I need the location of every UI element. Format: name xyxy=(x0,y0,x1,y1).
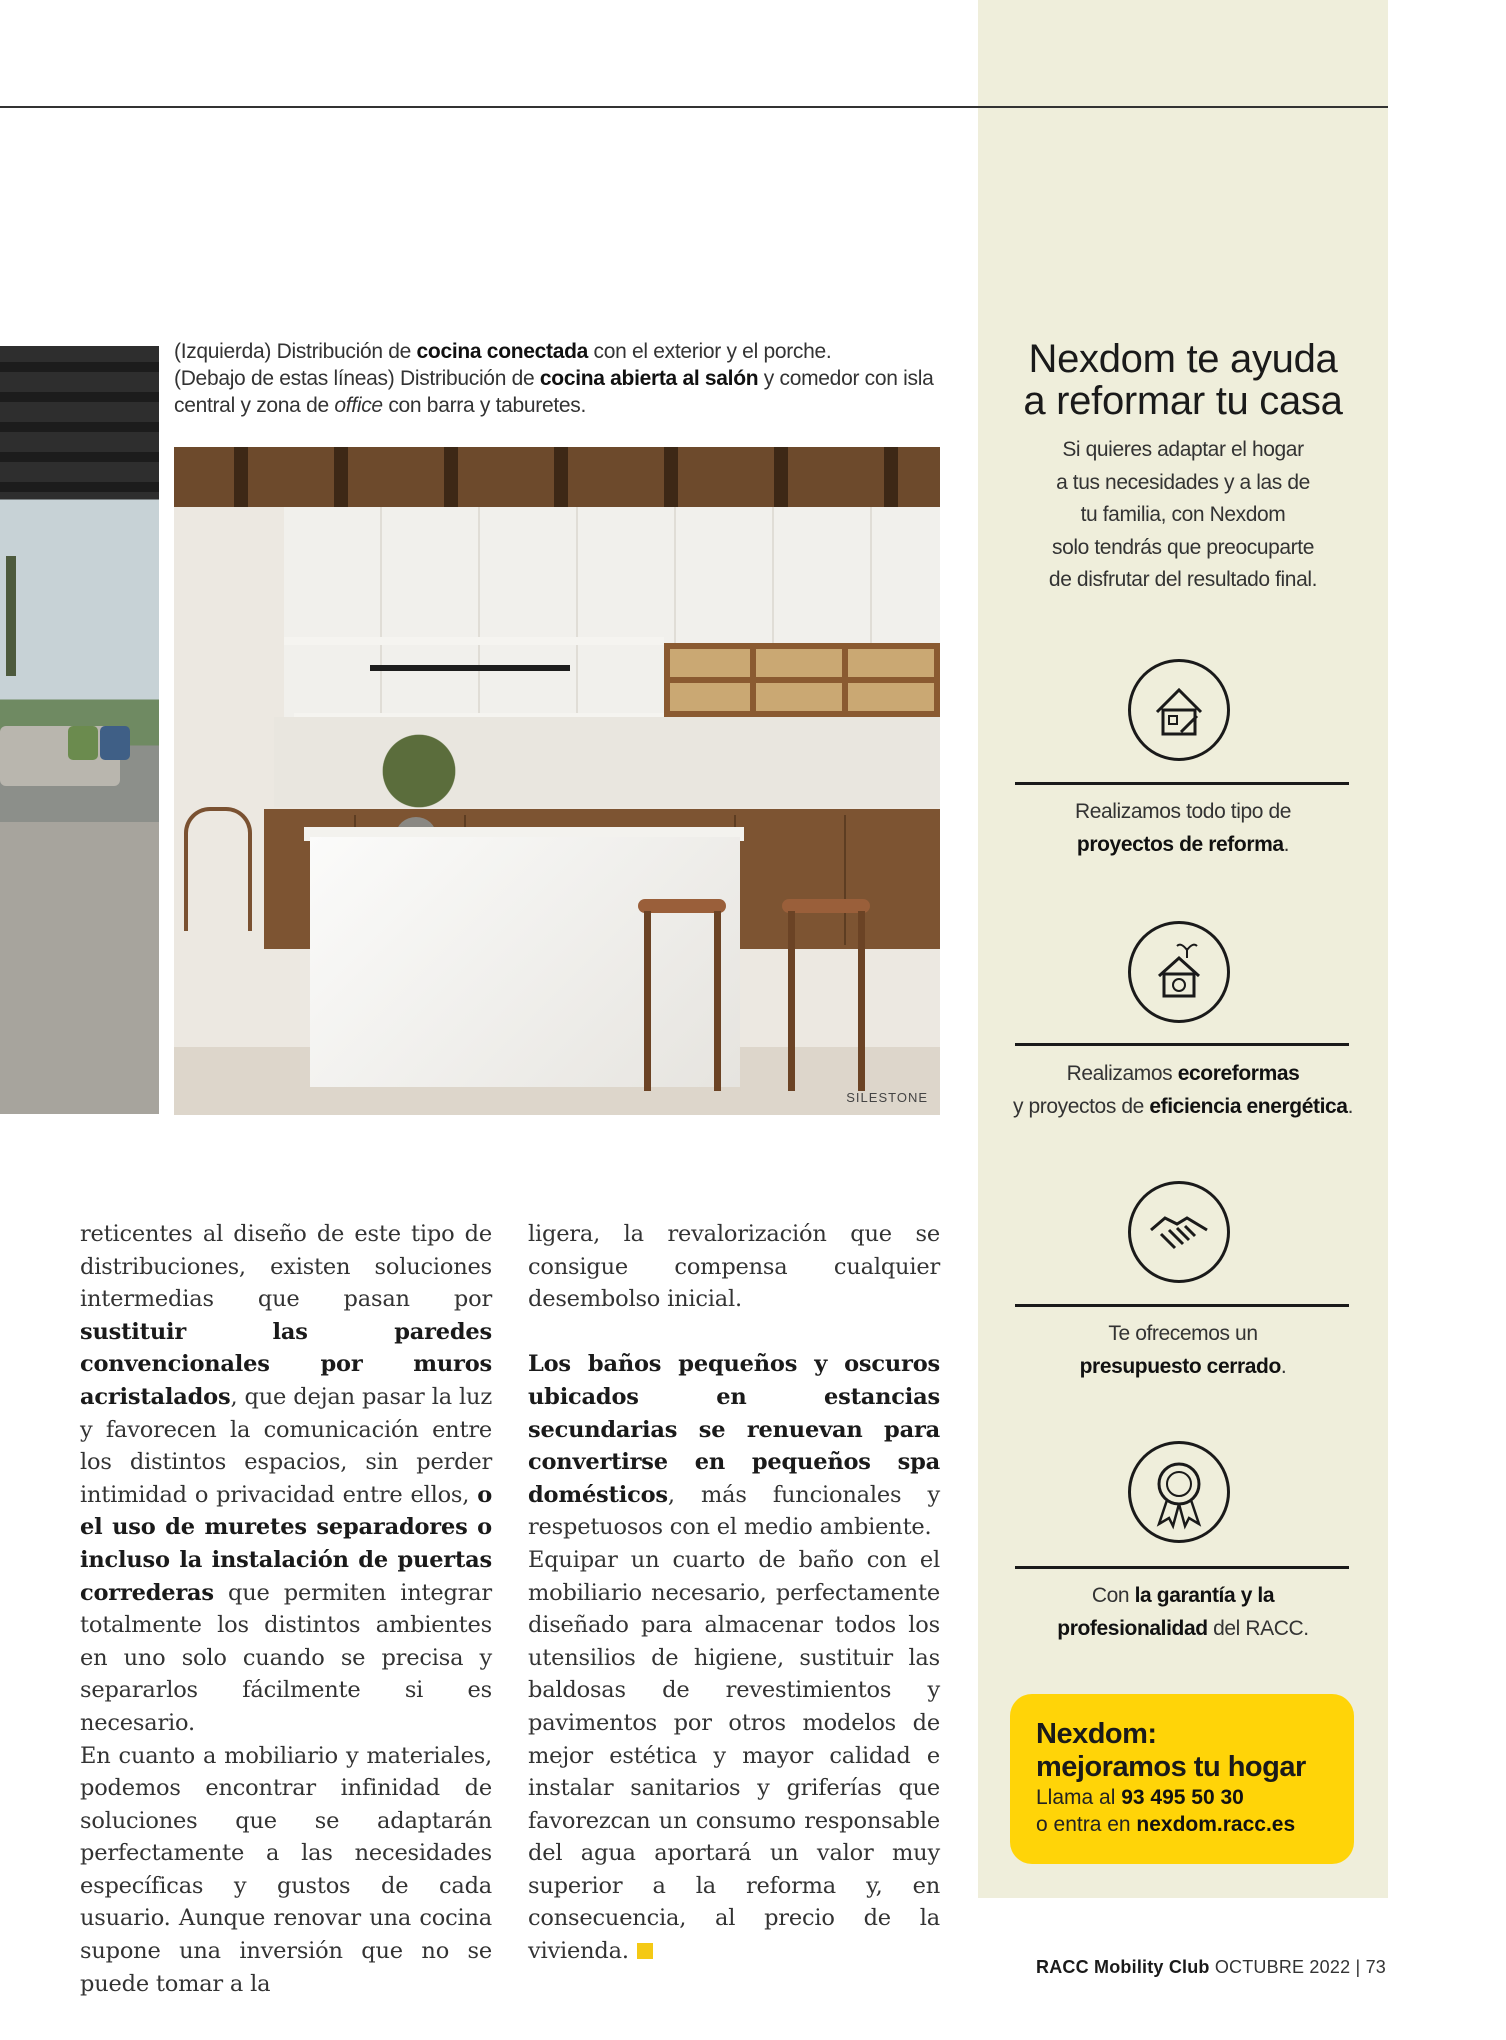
page-number: 73 xyxy=(1365,1957,1386,1977)
sidebar-intro: Si quieres adaptar el hogar a tus necesidades y a las de tu familia, con Nexdom solo tendrás que preocuparte de disfrutar del resultado final. xyxy=(1048,438,1318,591)
divider xyxy=(1015,1304,1349,1307)
divider xyxy=(1015,1043,1349,1046)
photo-caption: (Izquierda) Distribución de cocina conectada con el exterior y el porche. (Debajo de estas líneas) Distribución de cocina abierta al salón y comedor con isla central y zona de office con barra y taburetes. xyxy=(174,340,934,417)
photo-open-kitchen xyxy=(174,447,940,1115)
paragraph: En cuanto a mobiliario y materiales, podemos encontrar infinidad de soluciones que se adaptarán perfectamente a las necesidades específicas y gustos de cada usuario. Aunque renovar una cocina supone una inversión que no se puede tomar a la xyxy=(80,1742,492,1997)
paragraph: ligera, la revalorización que se consigue compensa cualquier desembolso inicial. xyxy=(528,1221,940,1313)
sidebar-title: Nexdom te ayuda a reformar tu casa xyxy=(1023,337,1343,423)
paragraph: Equipar un cuarto de baño con el mobiliario necesario, perfectamente diseñado para almacenar todos los utensilios de higiene, sustituir las baldosas de revestimientos y pavimentos por otros modelos de mejor estética y mayor calidad e instalar sanitarios y griferías que favorezcan un consumo responsable del agua aportará un valor muy superior a la reforma y, en consecuencia, al precio de la vivienda. xyxy=(528,1546,940,1965)
photo-credit: SILESTONE xyxy=(846,1090,928,1105)
cta-phone: Llama al 93 495 50 30 xyxy=(1036,1786,1244,1809)
handshake-icon xyxy=(1128,1181,1230,1283)
article-column-2 xyxy=(528,1218,940,1968)
feature-fixed-budget: Te ofrecemos un presupuesto cerrado. xyxy=(1079,1322,1287,1378)
house-blueprint-icon xyxy=(1128,659,1230,761)
photo-outdoor-kitchen xyxy=(0,346,159,1114)
feature-eco-reform: Realizamos ecoreformas y proyectos de eficiencia energética. xyxy=(1012,1062,1354,1118)
paragraph: Los baños pequeños y oscuros ubicados en estancias secundarias se renuevan para convertirse en pequeños spa domésticos, más funcionales y respetuosos con el medio ambiente. xyxy=(528,1351,940,1541)
paragraph: reticentes al diseño de este tipo de distribuciones, existen soluciones intermedias que pasan por sustituir las paredes convencionales por muros acristalados, que dejan pasar la luz y favorecen la comunicación entre los distintos espacios, sin perder intimidad o privacidad entre ellos, o el uso de muretes separadores o incluso la instalación de puertas correderas que permiten integrar totalmente los distintos ambientes en uno solo cuando se precisa y separarlos fácilmente si es necesario. xyxy=(80,1221,492,1736)
end-mark xyxy=(637,1943,653,1959)
eco-house-icon xyxy=(1128,921,1230,1023)
article-column-1 xyxy=(80,1218,492,2000)
cta-title: Nexdom: mejoramos tu hogar xyxy=(1036,1718,1306,1783)
page-footer: RACC Mobility Club OCTUBRE 2022 | 73 xyxy=(1036,1957,1386,1977)
top-rule xyxy=(0,106,1388,108)
award-rosette-icon xyxy=(1128,1441,1230,1543)
feature-reform-projects: Realizamos todo tipo de proyectos de reforma. xyxy=(1074,800,1292,856)
divider xyxy=(1015,782,1349,785)
divider xyxy=(1015,1566,1349,1569)
nexdom-cta-box xyxy=(1010,1694,1354,1864)
feature-guarantee: Con la garantía y la profesionalidad del RACC. xyxy=(1057,1584,1309,1640)
cta-web: o entra en nexdom.racc.es xyxy=(1036,1813,1296,1836)
